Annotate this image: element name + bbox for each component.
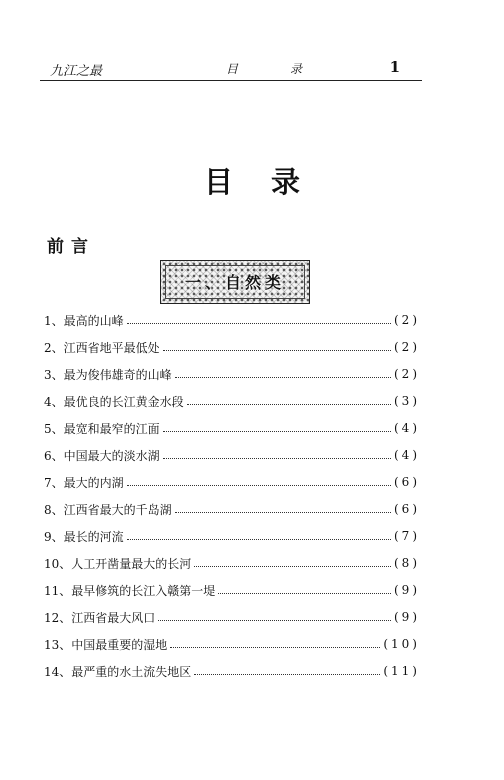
toc-entry[interactable] <box>44 497 420 521</box>
toc-entry-page: (8) <box>394 556 420 570</box>
toc-entry-title: 2、江西省地平最低处 <box>44 340 160 355</box>
section-label: 目录 <box>226 62 355 76</box>
toc-entry-title: 9、最长的河流 <box>44 529 124 544</box>
toc-dot-leader <box>163 457 391 459</box>
toc-entry-title: 7、最大的内湖 <box>44 475 124 490</box>
toc-dot-leader <box>170 646 380 648</box>
toc-entry-page: (9) <box>394 610 420 624</box>
toc-entry-page: (7) <box>394 529 420 543</box>
toc-entry-title: 5、最宽和最窄的江面 <box>44 421 160 436</box>
toc-entry-title: 3、最为俊伟雄奇的山峰 <box>44 367 172 382</box>
toc-entry[interactable] <box>44 362 420 386</box>
toc-dot-leader <box>127 322 391 324</box>
toc-entry-page: (2) <box>394 340 420 354</box>
toc-dot-leader <box>163 430 391 432</box>
book-title: 九江之最 <box>50 64 103 79</box>
category-banner <box>160 260 310 304</box>
toc-entry-title: 6、中国最大的淡水湖 <box>44 448 160 463</box>
category-label: 一、自然类 <box>184 273 285 292</box>
toc-entry-page: (9) <box>394 583 420 597</box>
toc-entry-page: (11) <box>383 664 420 678</box>
toc-dot-leader <box>163 349 391 351</box>
toc-entry-page: (4) <box>394 448 420 462</box>
toc-entry-page: (10) <box>383 637 420 651</box>
toc-entry[interactable] <box>44 578 420 602</box>
toc-dot-leader <box>127 538 391 540</box>
toc-entry-page: (3) <box>394 394 420 408</box>
toc-entry[interactable] <box>44 416 420 440</box>
toc-entry[interactable] <box>44 335 420 359</box>
toc-dot-leader <box>127 484 391 486</box>
toc-entry-title: 1、最高的山峰 <box>44 313 124 328</box>
toc-dot-leader <box>194 565 391 567</box>
toc-entry-title: 4、最优良的长江黄金水段 <box>44 394 184 409</box>
toc-dot-leader <box>158 619 391 621</box>
toc-entry-page: (2) <box>394 367 420 381</box>
toc-dot-leader <box>175 511 391 513</box>
toc-entry-page: (2) <box>394 313 420 327</box>
toc-entry-title: 11、最早修筑的长江入赣第一堤 <box>44 583 216 598</box>
toc-entry-title: 12、江西省最大风口 <box>44 610 156 625</box>
toc-entry-page: (4) <box>394 421 420 435</box>
toc-entry[interactable] <box>44 308 420 332</box>
toc-entry-title: 8、江西省最大的千岛湖 <box>44 502 172 517</box>
toc-entry[interactable] <box>44 443 420 467</box>
toc-dot-leader <box>194 673 380 675</box>
toc-entry-title: 14、最严重的水土流失地区 <box>44 664 192 679</box>
toc-entry-page: (6) <box>394 502 420 516</box>
toc-entry[interactable] <box>44 605 420 629</box>
toc-entry[interactable] <box>44 659 420 683</box>
running-header <box>40 58 422 81</box>
toc-dot-leader <box>187 403 391 405</box>
page-title: 目录 <box>203 165 338 199</box>
toc-entry[interactable] <box>44 524 420 548</box>
toc-entry-title: 13、中国最重要的湿地 <box>44 637 168 652</box>
preface-heading: 前言 <box>47 237 95 257</box>
toc-entry[interactable] <box>44 632 420 656</box>
toc-dot-leader <box>175 376 391 378</box>
toc-entry[interactable] <box>44 470 420 494</box>
page-number: 1 <box>389 58 400 76</box>
toc-entry[interactable] <box>44 389 420 413</box>
toc-entry-title: 10、人工开凿量最大的长河 <box>44 556 192 571</box>
toc-entry[interactable] <box>44 551 420 575</box>
toc-dot-leader <box>218 592 391 594</box>
toc-entry-page: (6) <box>394 475 420 489</box>
